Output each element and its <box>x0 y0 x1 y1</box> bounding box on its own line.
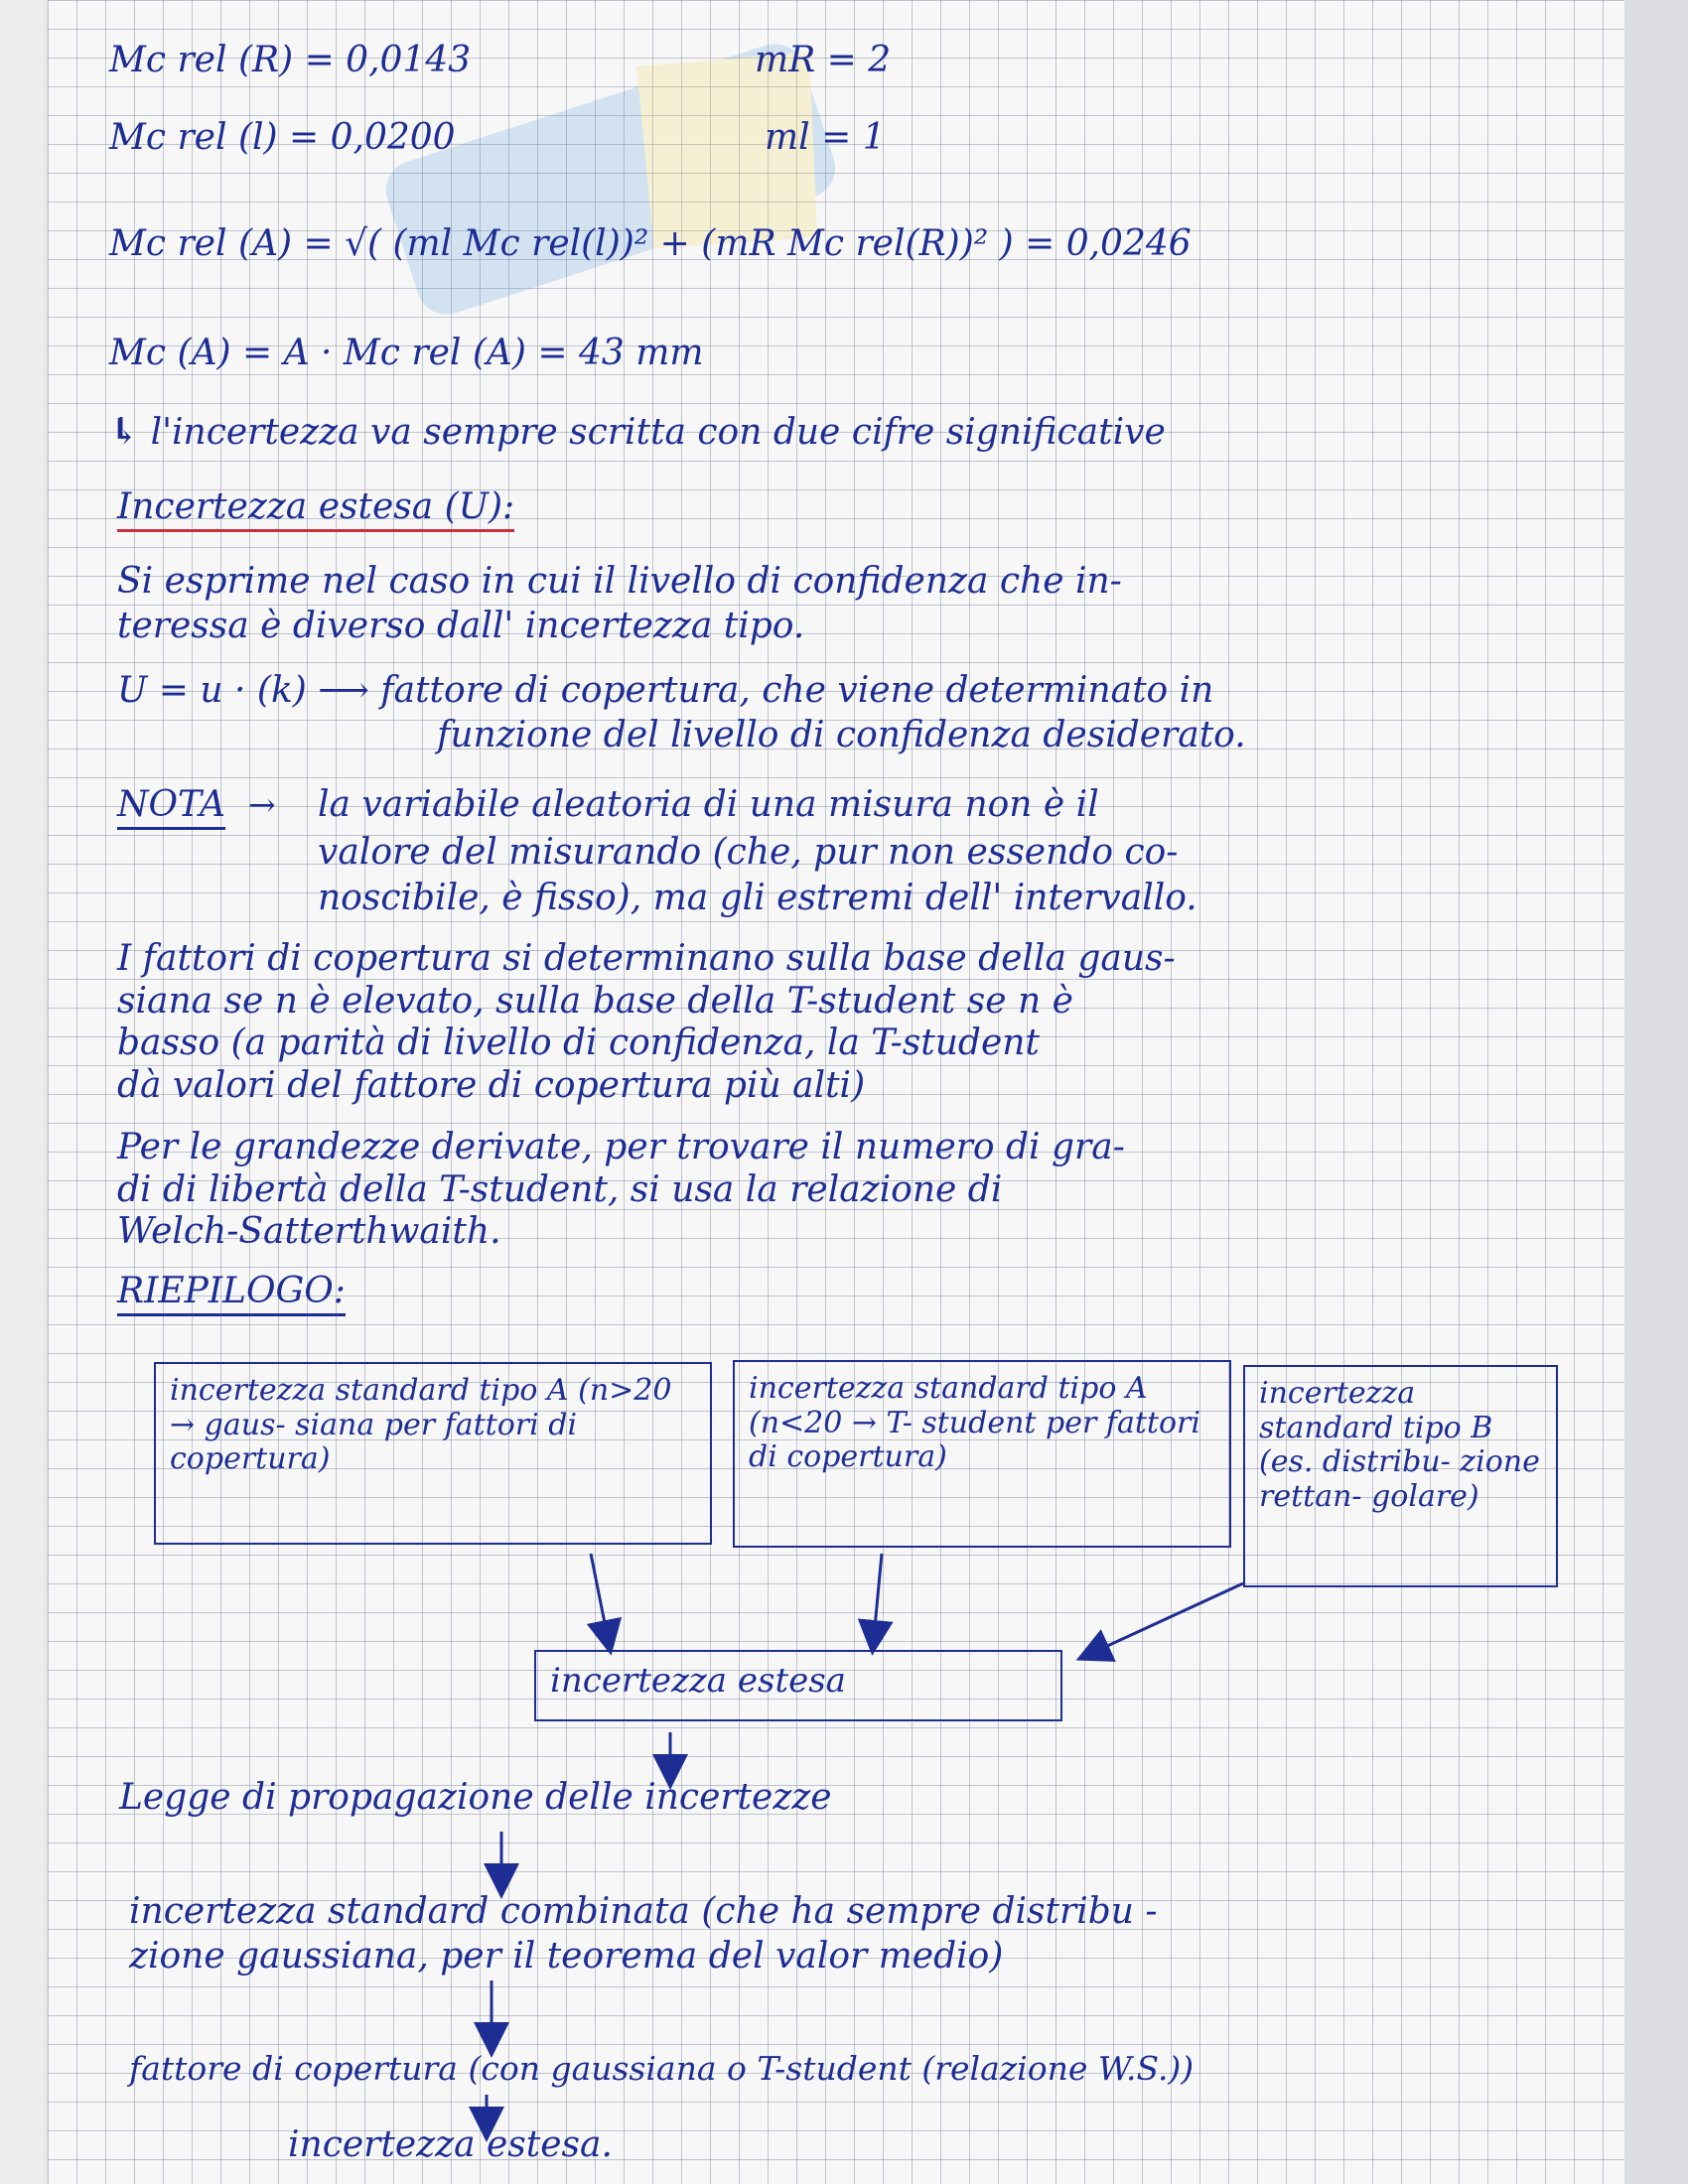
flow-combinata-line1: incertezza standard combinata (che ha sempre distribu - <box>129 1891 1158 1932</box>
para2-line2: funzione del livello di confidenza desiderato. <box>437 715 1246 755</box>
arrow-box3-to-estesa <box>1092 1583 1243 1653</box>
para2-line1: U = u · (k) ⟶ fattore di copertura, che viene determinato in <box>117 670 1214 711</box>
para3-line2: siana se n è elevato, sulla base della T-student se n è <box>117 981 1073 1022</box>
flow-legge-propagazione: Legge di propagazione delle incertezze <box>119 1777 832 1818</box>
line-urel-a-formula: Mc rel (A) = √( (ml Mc rel(l))² + (mR Mc rel(R))² ) = 0,0246 <box>109 223 1192 264</box>
box-type-b: incertezza standard tipo B (es. distribu- zione rettan- golare) <box>1243 1365 1558 1587</box>
flow-incertezza-estesa-final: incertezza estesa. <box>288 2124 613 2165</box>
box-type-a-gaussian: incertezza standard tipo A (n>20 → gaus- siana per fattori di copertura) <box>154 1362 712 1545</box>
line-ml: ml = 1 <box>765 117 886 158</box>
flow-combinata-line2: zione gaussiana, per il teorema del valor medio) <box>129 1936 1004 1977</box>
para1-line1: Si esprime nel caso in cui il livello di confidenza che in- <box>117 561 1122 602</box>
line-uc-a: Mc (A) = A · Mc rel (A) = 43 mm <box>109 333 704 373</box>
arrow-box2-to-estesa <box>874 1554 882 1638</box>
box-type-a-tstudent: incertezza standard tipo A (n<20 → T- student per fattori di copertura) <box>733 1360 1231 1548</box>
flow-fattore-copertura: fattore di copertura (con gaussiana o T-student (relazione W.S.)) <box>129 2049 1195 2088</box>
para4-line1: Per le grandezze derivate, per trovare il numero di gra- <box>117 1127 1125 1167</box>
line-mr: mR = 2 <box>755 40 892 80</box>
heading-incertezza-estesa: Incertezza estesa (U): <box>117 486 514 532</box>
para4-line3: Welch-Satterthwaith. <box>117 1211 501 1252</box>
nota-line3: noscibile, è fisso), ma gli estremi dell' intervallo. <box>318 878 1197 918</box>
para4-line2: di di libertà della T-student, si usa la relazione di <box>117 1169 1003 1210</box>
para3-line3: basso (a parità di livello di confidenza, la T-student <box>117 1023 1040 1063</box>
nota-line2: valore del misurando (che, pur non essendo co- <box>318 832 1179 873</box>
line-urel-l: Mc rel (l) = 0,0200 <box>109 117 456 158</box>
box-incertezza-estesa: incertezza estesa <box>534 1650 1062 1721</box>
nota-line1: la variabile aleatoria di una misura non è il <box>318 784 1099 825</box>
nota-arrow: → <box>248 785 276 824</box>
para3-line1: I fattori di copertura si determinano sulla base della gaus- <box>117 938 1176 979</box>
line-urel-r: Mc rel (R) = 0,0143 <box>109 40 472 80</box>
para1-line2: teressa è diverso dall' incertezza tipo. <box>117 606 805 646</box>
line-sig-figs-note: ↳ l'incertezza va sempre scritta con due cifre significative <box>109 412 1166 453</box>
nota-label: NOTA <box>117 784 225 830</box>
heading-riepilogo: RIEPILOGO: <box>117 1271 346 1316</box>
arrow-box1-to-estesa <box>591 1554 608 1638</box>
para3-line4: dà valori del fattore di copertura più alti) <box>117 1065 866 1106</box>
